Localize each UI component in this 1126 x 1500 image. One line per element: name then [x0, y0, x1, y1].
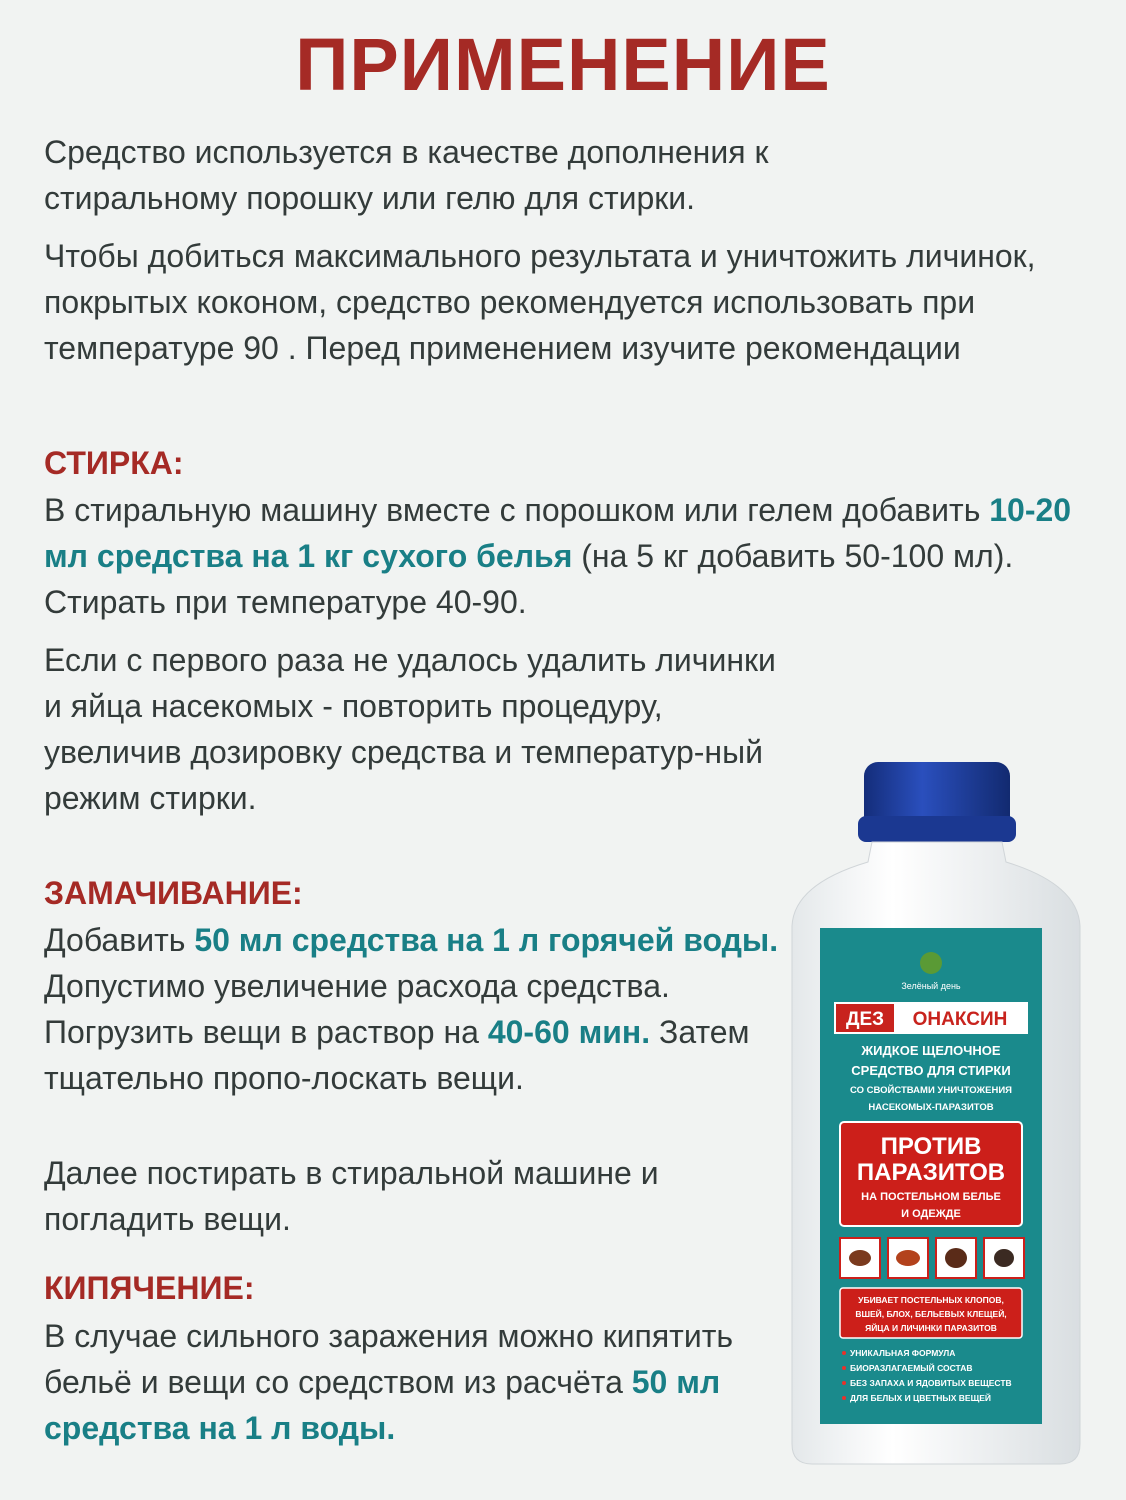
- product-name-part-2: ОНАКСИН: [912, 1009, 1008, 1030]
- product-desc-3: СО СВОЙСТВАМИ УНИЧТОЖЕНИЯ: [850, 1085, 1012, 1096]
- against-line-1: ПРОТИВ: [880, 1133, 982, 1160]
- intro-paragraph-2: Чтобы добиться максимального результата и уничтожить личинок, покрытых коконом, средство рекомендуется использовать при температуре 90 . Перед применением изучите рекомендации: [44, 238, 1036, 366]
- soak-heading: ЗАМАЧИВАНИЕ:: [44, 875, 303, 911]
- brand-leaf-icon: [920, 952, 942, 974]
- feature-3: БЕЗ ЗАПАХА И ЯДОВИТЫХ ВЕЩЕСТВ: [850, 1378, 1012, 1388]
- wash-paragraph-1: [44, 487, 1084, 625]
- feature-4: ДЛЯ БЕЛЫХ И ЦВЕТНЫХ ВЕЩЕЙ: [850, 1393, 992, 1403]
- feature-1: УНИКАЛЬНАЯ ФОРМУЛА: [850, 1348, 956, 1358]
- boil-dosage: 50 мл средства на 1 л воды.: [44, 1364, 721, 1446]
- brand-name: Зелёный день: [901, 981, 961, 991]
- soak-dosage: 50 мл средства на 1 л горячей воды.: [194, 922, 779, 958]
- soak-paragraph-2: Далее постирать в стиральной машине и погладить вещи.: [44, 1155, 659, 1237]
- intro-paragraph-1: Средство используется в качестве дополнения к стиральному порошку или гелю для стирки.: [44, 134, 769, 216]
- wash-text-1: В стиральную машину вместе с порошком или гелем добавить: [44, 492, 990, 528]
- soak-text-3: Затем тщательно пропо-лоскать вещи.: [44, 1014, 750, 1096]
- wash-text-2: (на 5 кг добавить 50-100 мл). Стирать при температуре 40-90.: [44, 538, 1014, 620]
- product-desc-4: НАСЕКОМЫХ-ПАРАЗИТОВ: [868, 1102, 994, 1113]
- soak-duration: 40-60 мин.: [487, 1014, 651, 1050]
- feature-2: БИОРАЗЛАГАЕМЫЙ СОСТАВ: [850, 1363, 973, 1373]
- wash-paragraph-2: Если с первого раза не удалось удалить личинки и яйца насекомых - повторить процедуру, увеличив дозировку средства и температур-ный режим стирки.: [44, 642, 776, 816]
- against-line-4: И ОДЕЖДЕ: [901, 1208, 961, 1220]
- page-title: ПРИМЕНЕНИЕ: [295, 23, 831, 106]
- product-desc-1: ЖИДКОЕ ЩЕЛОЧНОЕ: [861, 1043, 1001, 1058]
- kills-line-3: ЯЙЦА И ЛИЧИНКИ ПАРАЗИТОВ: [865, 1323, 997, 1333]
- product-name-part-1: ДЕЗ: [845, 1009, 885, 1030]
- kills-line-2: ВШЕЙ, БЛОХ, БЕЛЬЕВЫХ КЛЕЩЕЙ,: [855, 1309, 1007, 1319]
- bottle-cap-ring: [858, 816, 1016, 842]
- wash-dosage: 10-20 мл средства на 1 кг сухого белья: [44, 492, 1072, 574]
- wash-heading: СТИРКА:: [44, 445, 184, 481]
- product-desc-2: СРЕДСТВО ДЛЯ СТИРКИ: [851, 1063, 1011, 1078]
- product-bottle-image: [788, 758, 1084, 1466]
- against-line-2: ПАРАЗИТОВ: [856, 1159, 1006, 1186]
- boil-paragraph: [44, 1313, 764, 1451]
- soak-text-2: Допустимо увеличение расхода средства. Погрузить вещи в раствор на: [44, 968, 670, 1050]
- kills-line-1: УБИВАЕТ ПОСТЕЛЬНЫХ КЛОПОВ,: [858, 1295, 1004, 1305]
- boil-heading: КИПЯЧЕНИЕ:: [44, 1270, 255, 1306]
- soak-text-1: Добавить: [44, 922, 195, 958]
- against-line-3: НА ПОСТЕЛЬНОМ БЕЛЬЕ: [861, 1191, 1001, 1203]
- boil-text-1: В случае сильного заражения можно кипятить бельё и вещи со средством из расчёта: [44, 1318, 734, 1400]
- soak-paragraph-1: [44, 917, 784, 1101]
